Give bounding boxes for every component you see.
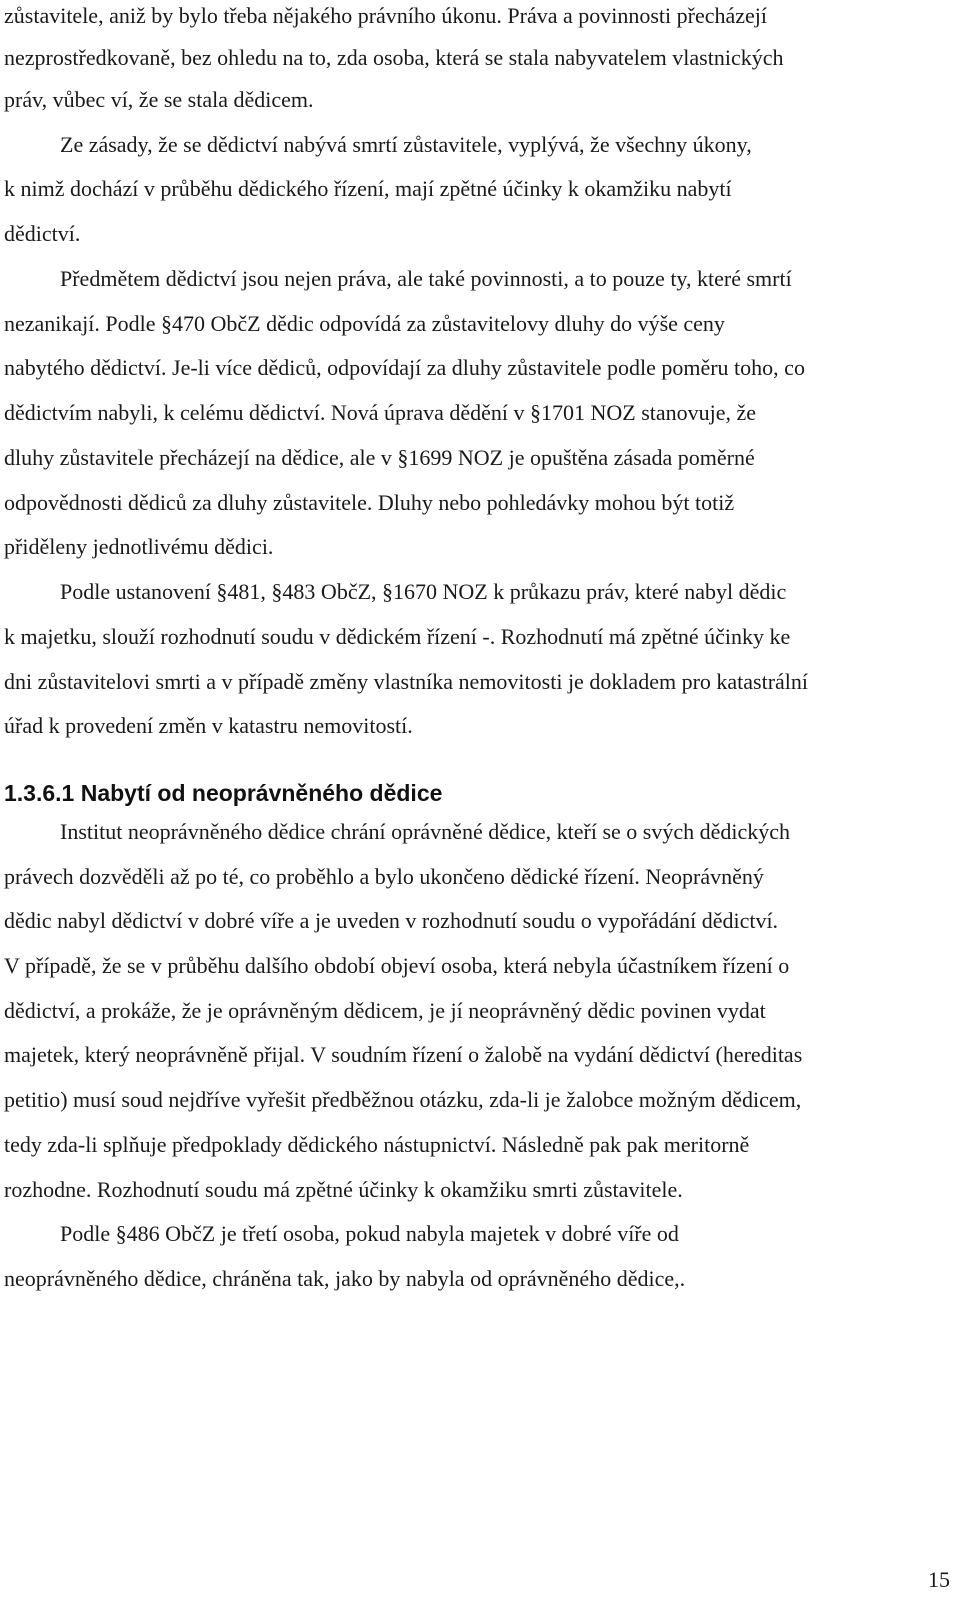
paragraph-3-line-4: dědictvím nabyli, k celému dědictví. Nová úprava dědění v §1701 NOZ stanovuje, že — [4, 400, 757, 425]
paragraph-3-line-7: přiděleny jednotlivému dědici. — [4, 534, 274, 559]
paragraph-2-line-2: k nimž dochází v průběhu dědického řízení, mají zpětné účinky k okamžiku nabytí — [4, 176, 732, 201]
section-paragraph-2-line-2: neoprávněného dědice, chráněna tak, jako by nabyla od oprávněného dědice,. — [4, 1266, 686, 1291]
paragraph-2-line-3: dědictví. — [4, 221, 81, 246]
section-paragraph-1-line-2: právech dozvěděli až po té, co proběhlo a bylo ukončeno dědické řízení. Neoprávněný — [4, 864, 764, 889]
section-paragraph-1-line-5: dědictví, a prokáže, že je oprávněným dědicem, je jí neoprávněný dědic povinen vydat — [4, 998, 766, 1023]
paragraph-3-line-5: dluhy zůstavitele přecházejí na dědice, ale v §1699 NOZ je opuštěna zásada poměrné — [4, 445, 755, 470]
section-paragraph-1-line-8: tedy zda-li splňuje předpoklady dědického nástupnictví. Následně pak pak meritorně — [4, 1132, 750, 1157]
section-paragraph-1-line-4: V případě, že se v průběhu dalšího období objeví osoba, která nebyla účastníkem řízení o — [4, 953, 790, 978]
paragraph-4-line-4: úřad k provedení změn v katastru nemovitostí. — [4, 713, 413, 738]
section-paragraph-1-line-9: rozhodne. Rozhodnutí soudu má zpětné účinky k okamžiku smrti zůstavitele. — [4, 1177, 683, 1202]
paragraph-4-line-1: Podle ustanovení §481, §483 ObčZ, §1670 NOZ k průkazu práv, které nabyl dědic — [60, 579, 787, 604]
section-paragraph-2-line-1: Podle §486 ObčZ je třetí osoba, pokud nabyla majetek v dobré víře od — [60, 1221, 679, 1246]
paragraph-3-line-3: nabytého dědictví. Je-li více dědiců, odpovídají za dluhy zůstavitele podle poměru toho, co — [4, 355, 805, 380]
section-paragraph-1-line-7: petitio) musí soud nejdříve vyřešit předběžnou otázku, zda-li je žalobce možným dědicem, — [4, 1087, 802, 1112]
section-paragraph-1-line-3: dědic nabyl dědictví v dobré víře a je uveden v rozhodnutí soudu o vypořádání dědictví. — [4, 908, 779, 933]
paragraph-4-line-2: k majetku, slouží rozhodnutí soudu v dědickém řízení -. Rozhodnutí má zpětné účinky ke — [4, 624, 791, 649]
paragraph-1-line-2: nezprostředkovaně, bez ohledu na to, zda osoba, která se stala nabyvatelem vlastnických — [4, 45, 784, 70]
paragraph-4-line-3: dni zůstavitelovi smrti a v případě změny vlastníka nemovitosti je dokladem pro katastrální — [4, 669, 809, 694]
section-heading: 1.3.6.1 Nabytí od neoprávněného dědice — [4, 780, 443, 806]
paragraph-2-line-1: Ze zásady, že se dědictví nabývá smrtí zůstavitele, vyplývá, že všechny úkony, — [60, 132, 752, 157]
paragraph-1-line-3: práv, vůbec ví, že se stala dědicem. — [4, 87, 314, 112]
paragraph-3-line-2: nezanikají. Podle §470 ObčZ dědic odpovídá za zůstavitelovy dluhy do výše ceny — [4, 311, 725, 336]
page-number: 15 — [928, 1567, 950, 1592]
section-paragraph-1-line-1: Institut neoprávněného dědice chrání oprávněné dědice, kteří se o svých dědických — [60, 819, 790, 844]
section-paragraph-1-line-6: majetek, který neoprávněně přijal. V soudním řízení o žalobě na vydání dědictví (hereditas — [4, 1042, 803, 1067]
paragraph-1-line-1: zůstavitele, aniž by bylo třeba nějakého právního úkonu. Práva a povinnosti přecházejí — [4, 3, 768, 28]
paragraph-3-line-6: odpovědnosti dědiců za dluhy zůstavitele. Dluhy nebo pohledávky mohou být totiž — [4, 490, 735, 515]
paragraph-3-line-1: Předmětem dědictví jsou nejen práva, ale také povinnosti, a to pouze ty, které smrtí — [60, 266, 792, 291]
